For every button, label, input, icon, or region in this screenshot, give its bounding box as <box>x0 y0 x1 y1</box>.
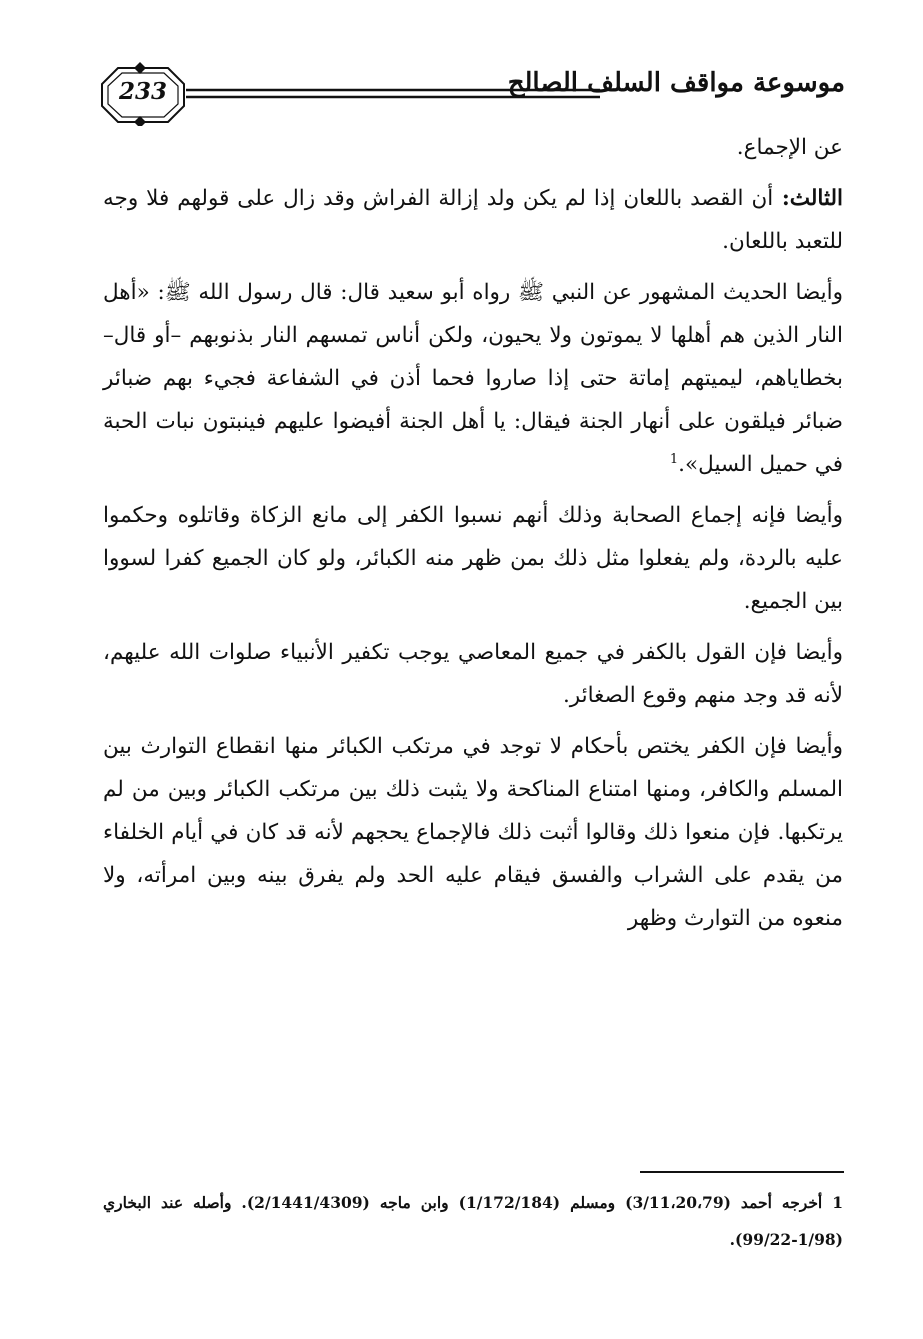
paragraph-lead: الثالث: <box>773 186 843 211</box>
paragraph-text: وأيضا فإن القول بالكفر في جميع المعاصي يوجب تكفير الأنبياء صلوات الله عليهم، لأنه قد وجد منهم وقوع الصغائر. <box>103 640 843 708</box>
footnote: 1 أخرجه أحمد (3/11،20،79) ومسلم (1/172/184) وابن ماجه (2/1441/4309). وأصله عند البخاري (1/98-99/22). <box>103 1193 843 1249</box>
paragraph <box>103 725 843 940</box>
paragraph <box>103 494 843 623</box>
body-text <box>103 126 843 940</box>
paragraph-text: وأيضا فإن الكفر يختص بأحكام لا توجد في مرتكب الكبائر منها انقطاع التوارث بين المسلم والكافر، ومنها امتناع المناكحة ولا يثبت ذلك بين مرتكب الكبائر وبين من لم يرتكبها. فإن منعوا ذلك وقالوا أثبت ذلك فالإجماع يحجهم لأنه قد كان في أيام الخلفاء من يقدم على الشراب والفسق فيقام عليه الحد ولم يفرق بينه وبين امرأته، ولا منعوه من التوارث وظهر <box>103 734 843 931</box>
paragraph <box>103 126 843 169</box>
paragraph <box>103 271 843 486</box>
paragraph-text: عن الإجماع. <box>736 135 843 160</box>
footnote-reference[interactable]: 1 <box>669 451 679 467</box>
paragraph-text: وأيضا الحديث المشهور عن النبي ﷺ رواه أبو سعيد قال: قال رسول الله ﷺ: «أهل النار الذين هم أهلها لا يموتون ولا يحيون، ولكن أناس تمسهم النار بذنوبهم –أو قال– بخطاياهم، ليميتهم إماتة حتى إذا صاروا فحما أذن في الشفاعة فجيء بهم ضبائر ضبائر فيلقون على أنهار الجنة فيقال: يا أهل الجنة أفيضوا عليهم فينبتون نبات الحبة في حميل السيل». <box>103 280 843 477</box>
footnote-divider <box>640 1171 844 1173</box>
paragraph <box>103 177 843 263</box>
page-header <box>100 62 845 126</box>
paragraph-text: وأيضا فإنه إجماع الصحابة وذلك أنهم نسبوا الكفر إلى مانع الزكاة وقاتلوه وحكموا عليه بالردة، ولم يفعلوا مثل ذلك بمن ظهر منه الكبائر، ولو كان الجميع كفرا لسووا بين الجميع. <box>103 503 843 614</box>
paragraph <box>103 631 843 717</box>
paragraph-text: أن القصد باللعان إذا لم يكن ولد إزالة الفراش وقد زال على قولهم فلا وجه للتعبد باللعان. <box>103 186 843 254</box>
book-title: موسوعة مواقف السلف الصالح <box>507 68 845 98</box>
page-number: 233 <box>118 78 167 105</box>
